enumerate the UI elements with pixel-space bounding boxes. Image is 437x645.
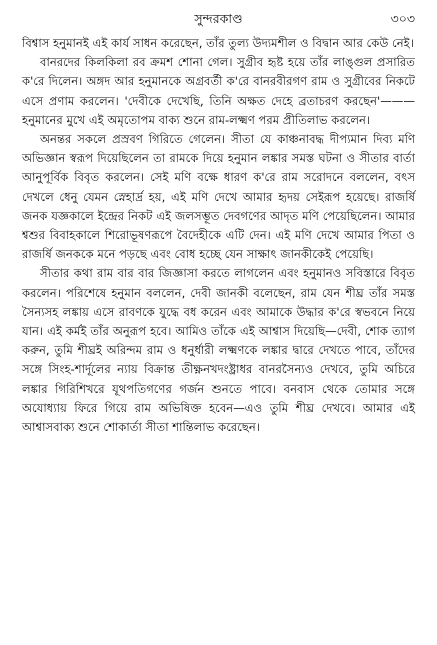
page-number: ৩০৩ (390, 11, 415, 26)
paragraph-3: অনন্তর সকলে প্রস্রবণ গিরিতে গেলেন। সীতা যে কাঞ্চনাবদ্ধ দীপ্যমান দিব্য মণি অভিজ্ঞান স্বরূপ দিয়েছিলেন তা রামকে দিয়ে হনুমান লঙ্কার সমস্ত ঘটনা ও সীতার বার্তা আনুপূর্বিক বিবৃত করলেন। সেই মণি বক্ষে ধারণ ক'রে রাম সরোদনে বললেন, বৎস দেখলে ধেনু যেমন স্নেহার্দ্র হয়, এই মণি দেখে আমার হৃদয় সেইরূপ হয়েছে। রাজর্ষি জনক যজ্ঞকালে ইন্দ্রের নিকট এই জলসম্ভূত দেবগণের আদৃত মণি পেয়েছিলেন। আমার শ্বশুর বিবাহকালে শিরোভূষণরূপে বৈদেহীকে এটি দেন। এই মণি দেখে আমার পিতা ও রাজর্ষি জনককে মনে পড়ছে এবং বোধ হচ্ছে যেন সাক্ষাৎ জানকীকেই পেয়েছি। (22, 132, 415, 262)
paragraph-4: সীতার কথা রাম বার বার জিজ্ঞাসা করতে লাগলেন এবং হনুমানও সবিস্তারে বিবৃত করলেন। পরিশেষে হনুমান বললেন, দেবী জানকী বলেছেন, রাম যেন শীঘ্র তাঁর সমস্ত সৈন্যসহ লঙ্কায় এসে রাবণকে যুদ্ধে বধ করেন এবং আমাকে উদ্ধার ক'রে স্বভবনে নিয়ে যান। এই কর্মই তাঁর অনুরূপ হবে। আমিও তাঁকে এই আশ্বাস দিয়েছি—দেবী, শোক ত্যাগ করুন, তুমি শীঘ্রই অরিন্দম রাম ও ধনুর্ধারী লক্ষ্মণকে লঙ্কার দ্বারে দেখতে পাবে, তাঁদের সঙ্গে সিংহ-শার্দূলের ন্যায় বিক্রান্ত তীক্ষ্ণনখদংষ্ট্রাধর বানরসৈন্যও দেখবে, তুমি অচিরে লঙ্কার গিরিশিখরে যূথপতিগণের গর্জন শুনতে পাবে। বনবাস থেকে তোমার সঙ্গে অযোধ্যায় ফিরে গিয়ে রাম অভিষিক্ত হবেন—এও তুমি শীঘ্র দেখবে। আমার এই আশ্বাসবাক্য শুনে শোকার্তা সীতা শান্তিলাভ করেছেন। (22, 266, 415, 435)
running-header (22, 9, 415, 29)
body-text (22, 34, 415, 437)
chapter-title: সুন্দরকাণ্ড (194, 11, 243, 26)
paragraph-2: বানরদের কিলকিলা রব ক্রমশ শোনা গেল। সুগ্রীব হৃষ্ট হয়ে তাঁর লাঙ্গুল প্রসারিত ক'রে দিলেন। অঙ্গদ আর হনুমানকে অগ্রবর্তী ক'রে বানরবীরগণ রাম ও সুগ্রীবের নিকটে এসে প্রণাম করলেন। 'দেবীকে দেখেছি, তিনি অক্ষত দেহে ব্রতাচরণ করছেন'———হনুমানের মুখে এই অমৃতোপম বাক্য শুনে রাম-লক্ষ্মণ পরম প্রীতিলাভ করলেন। (22, 55, 415, 127)
paragraph-1: বিশ্বাস হনুমানই এই কার্য সাধন করেছেন, তাঁর তুল্য উদ্যমশীল ও বিদ্বান আর কেউ নেই। (22, 36, 414, 50)
